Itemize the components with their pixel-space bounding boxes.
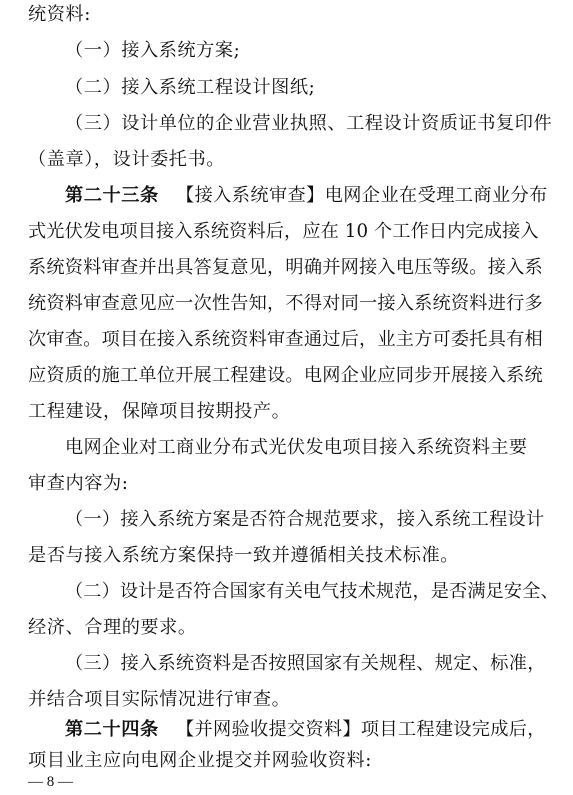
list-item: （二）接入系统工程设计图纸; — [65, 77, 316, 98]
text-line: 式光伏发电项目接入系统资料后，应在 10 个工作日内完成接入 — [28, 221, 539, 242]
list-item: （三）设计单位的企业营业执照、工程设计资质证书复印件 — [65, 113, 553, 134]
text-line: 经济、合理的要求。 — [28, 617, 197, 638]
text-line: 审查内容为: — [28, 473, 129, 494]
text-line: 应资质的施工单位开展工程建设。电网企业应同步开展接入系统 — [28, 365, 543, 386]
text-line: 并结合项目实际情况进行审查。 — [28, 689, 291, 710]
text-line: 是否与接入系统方案保持一致并遵循相关技术标准。 — [28, 545, 459, 566]
text-line: 【接入系统审查】电网企业在受理工商业分布 — [176, 185, 548, 206]
article-heading: 第二十四条 — [65, 719, 159, 740]
text-line: 统资料审查意见应一次性告知，不得对同一接入系统资料进行多 — [28, 293, 543, 314]
text-line: 系统资料审查并出具答复意见，明确并网接入电压等级。接入系 — [28, 257, 543, 278]
text-line: 统资料: — [28, 4, 91, 25]
text-line: 电网企业对工商业分布式光伏发电项目接入系统资料主要 — [65, 437, 528, 458]
list-item: （二）设计是否符合国家有关电气技术规范，是否满足安全、 — [65, 581, 559, 602]
text-line: 项目业主应向电网企业提交并网验收资料: — [28, 750, 372, 771]
list-item: （三）接入系统资料是否按照国家有关规程、规定、标准， — [65, 653, 546, 674]
text-line: 【并网验收提交资料】项目工程建设完成后， — [176, 719, 546, 740]
list-item: （一）接入系统方案是否符合规范要求，接入系统工程设计 — [65, 509, 545, 530]
text-line: 次审查。项目在接入系统资料审查通过后，业主方可委托具有相 — [28, 329, 543, 350]
article-heading: 第二十三条 — [65, 185, 159, 206]
text-line: （盖章），设计委托书。 — [28, 149, 226, 170]
page-number: — 8 — — [28, 774, 73, 790]
text-line: 工程建设，保障项目按期投产。 — [28, 401, 291, 422]
list-item: （一）接入系统方案; — [65, 40, 241, 61]
